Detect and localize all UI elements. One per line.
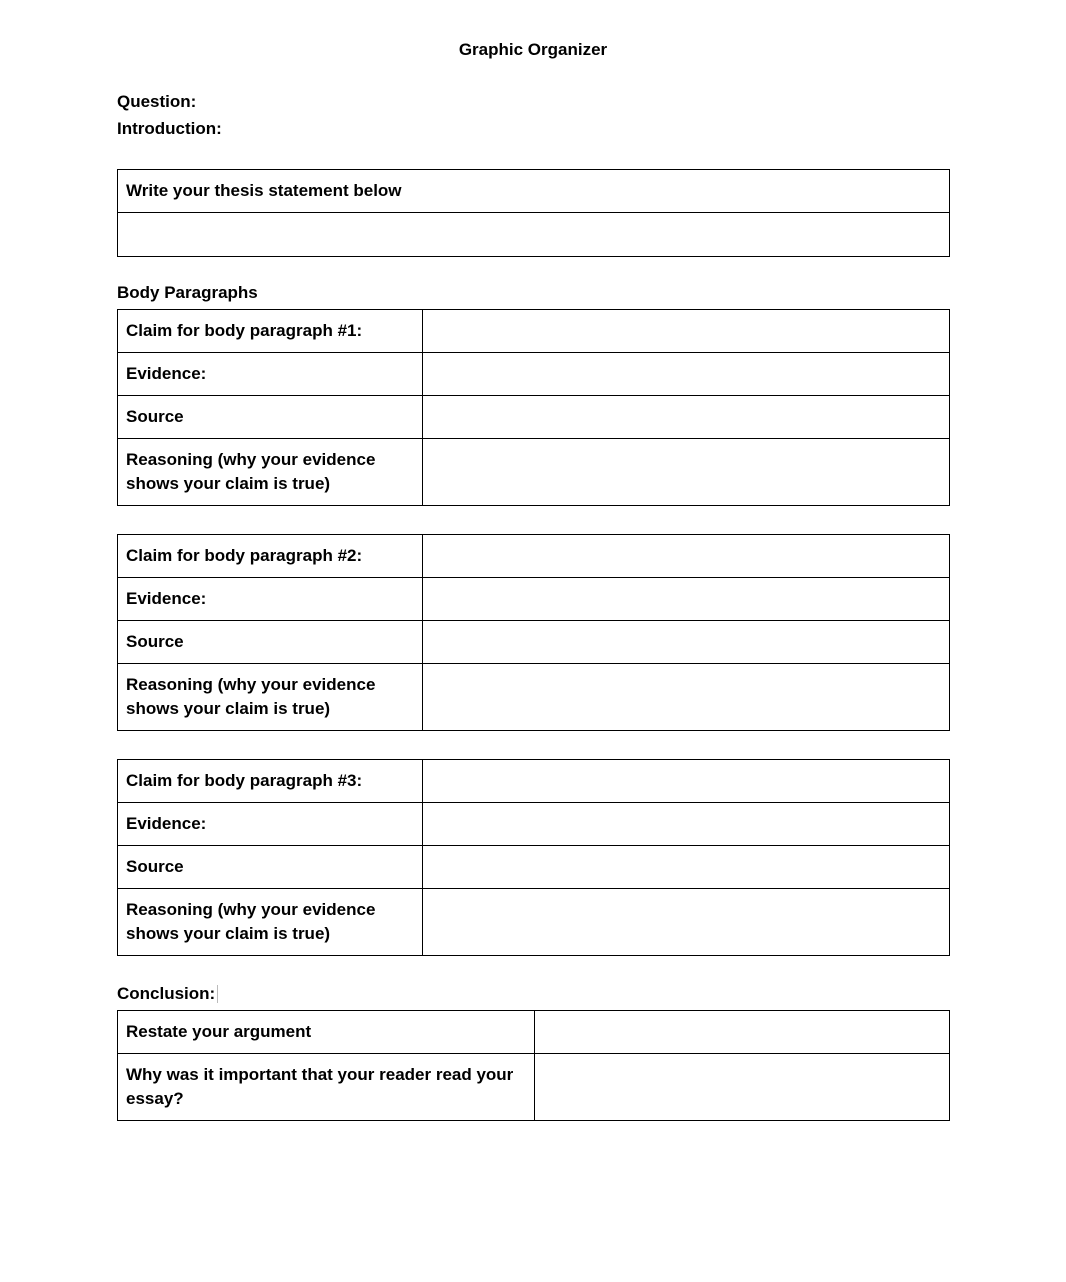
table-row <box>118 846 950 889</box>
claim-value-cell[interactable] <box>423 310 950 353</box>
text-cursor <box>217 985 218 1003</box>
conclusion-label: Conclusion: <box>117 984 216 1003</box>
source-label-cell: Source <box>118 846 423 889</box>
table-row <box>118 578 950 621</box>
document-title: Graphic Organizer <box>458 40 608 59</box>
body-paragraphs-heading: Body Paragraphs <box>117 283 258 302</box>
table-row <box>118 535 950 578</box>
table-row <box>118 353 950 396</box>
table-row <box>118 310 950 353</box>
claim-label-cell: Claim for body paragraph #2: <box>118 535 423 578</box>
source-value-cell[interactable] <box>423 396 950 439</box>
source-value-cell[interactable] <box>423 621 950 664</box>
table-row <box>118 889 950 956</box>
table-row <box>118 760 950 803</box>
table-row <box>118 1011 950 1054</box>
thesis-header-cell: Write your thesis statement below <box>118 170 950 213</box>
importance-label-cell: Why was it important that your reader read your essay? <box>118 1054 535 1121</box>
reasoning-value-cell[interactable] <box>423 889 950 956</box>
table-row <box>118 621 950 664</box>
source-value-cell[interactable] <box>423 846 950 889</box>
evidence-value-cell[interactable] <box>423 803 950 846</box>
table-row <box>118 1054 950 1121</box>
table-row <box>118 664 950 731</box>
source-label-cell: Source <box>118 621 423 664</box>
importance-value-cell[interactable] <box>535 1054 950 1121</box>
claim-value-cell[interactable] <box>423 760 950 803</box>
restate-value-cell[interactable] <box>535 1011 950 1054</box>
claim-value-cell[interactable] <box>423 535 950 578</box>
body-paragraph-table-3 <box>117 759 950 956</box>
reasoning-value-cell[interactable] <box>423 664 950 731</box>
evidence-label-cell: Evidence: <box>118 803 423 846</box>
conclusion-label-line <box>117 982 949 1006</box>
body-paragraph-table-1 <box>117 309 950 506</box>
reasoning-label-cell: Reasoning (why your evidence shows your claim is true) <box>118 664 423 731</box>
claim-label-cell: Claim for body paragraph #1: <box>118 310 423 353</box>
evidence-value-cell[interactable] <box>423 353 950 396</box>
source-label-cell: Source <box>118 396 423 439</box>
evidence-label-cell: Evidence: <box>118 578 423 621</box>
reasoning-label-cell: Reasoning (why your evidence shows your claim is true) <box>118 889 423 956</box>
evidence-label-cell: Evidence: <box>118 353 423 396</box>
body-paragraph-table-2 <box>117 534 950 731</box>
question-label: Question: <box>117 92 197 111</box>
table-row <box>118 396 950 439</box>
reasoning-value-cell[interactable] <box>423 439 950 506</box>
evidence-value-cell[interactable] <box>423 578 950 621</box>
restate-label-cell: Restate your argument <box>118 1011 535 1054</box>
claim-label-cell: Claim for body paragraph #3: <box>118 760 423 803</box>
thesis-input-cell[interactable] <box>118 213 950 257</box>
conclusion-table <box>117 1010 950 1121</box>
table-row <box>118 803 950 846</box>
thesis-table <box>117 169 950 257</box>
introduction-label: Introduction: <box>117 119 222 138</box>
reasoning-label-cell: Reasoning (why your evidence shows your claim is true) <box>118 439 423 506</box>
table-row <box>118 439 950 506</box>
document-page <box>0 38 1066 1282</box>
